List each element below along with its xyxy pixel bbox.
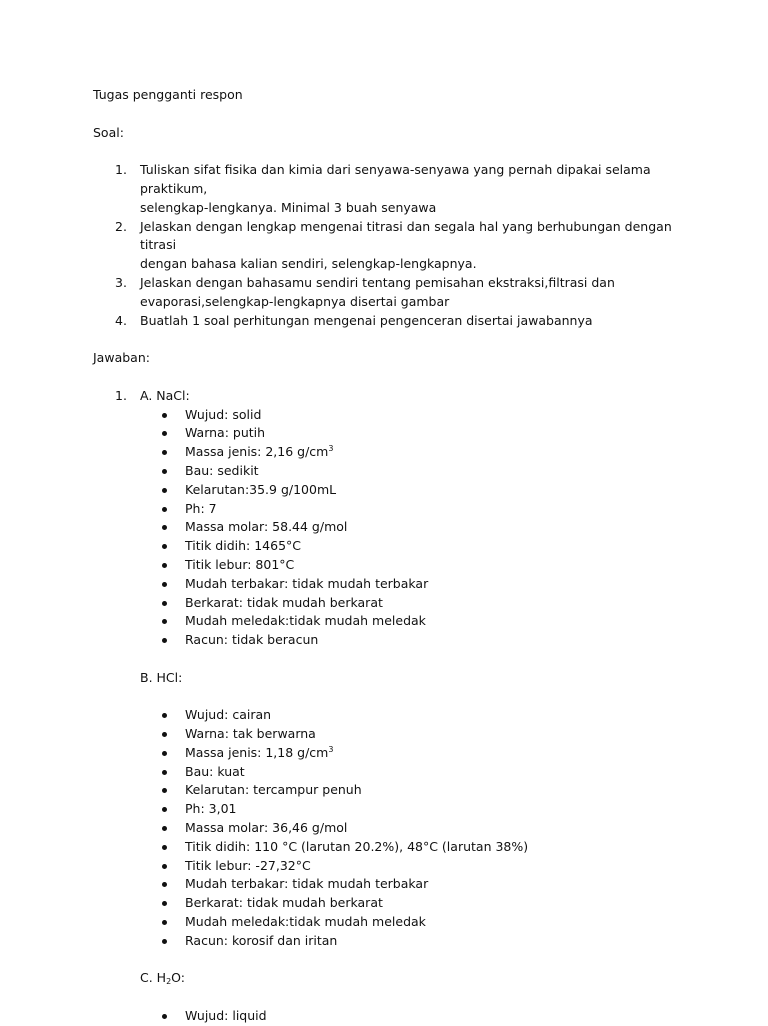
bullet-icon <box>162 507 167 512</box>
list-item: Bau: sedikit <box>93 462 768 481</box>
list-item: Mudah terbakar: tidak mudah terbakar <box>93 575 768 594</box>
bullet-icon <box>162 920 167 925</box>
list-item: Berkarat: tidak mudah berkarat <box>93 894 768 913</box>
answer-heading-nacl: 1. A. NaCl: <box>115 387 190 403</box>
bullet-icon <box>162 826 167 831</box>
bullet-icon <box>162 413 167 418</box>
bullet-icon <box>162 431 167 436</box>
bullet-icon <box>162 488 167 493</box>
bullet-icon <box>162 525 167 530</box>
list-item: Massa molar: 36,46 g/mol <box>93 819 768 838</box>
list-item: Racun: korosif dan iritan <box>93 932 768 951</box>
list-item: Wujud: liquid <box>93 1007 768 1026</box>
list-item: Titik didih: 110 °C (larutan 20.2%), 48°C (larutan 38%) <box>93 838 768 857</box>
list-item: Wujud: solid <box>93 406 768 425</box>
bullet-icon <box>162 901 167 906</box>
bullet-icon <box>162 864 167 869</box>
list-item: Titik lebur: 801°C <box>93 556 768 575</box>
list-item: Warna: tak berwarna <box>93 725 768 744</box>
bullet-icon <box>162 544 167 549</box>
bullet-icon <box>162 807 167 812</box>
bullet-icon <box>162 882 167 887</box>
hcl-properties-list <box>93 706 768 950</box>
list-item: Titik lebur: -27,32°C <box>93 857 768 876</box>
bullet-icon <box>162 713 167 718</box>
list-item: Massa molar: 58.44 g/mol <box>93 518 768 537</box>
list-item: Massa jenis: 1,18 $g/cm^3$ <box>93 744 768 763</box>
question-item: 1. Tuliskan sifat fisika dan kimia dari senyawa-senyawa yang pernah dipakai selama praktikum, selengkap-lengkanya. Minimal 3 buah senyawa <box>115 162 651 215</box>
bullet-icon <box>162 450 167 455</box>
h2o-properties-list <box>93 1007 768 1026</box>
question-item: 3. Jelaskan dengan bahasamu sendiri tentang pemisahan ekstraksi,filtrasi dan evaporasi,selengkap-lengkapnya disertai gambar <box>115 274 615 309</box>
list-item: Titik didih: 1465°C <box>93 537 768 556</box>
bullet-icon <box>162 845 167 850</box>
list-item: Kelarutan:35.9 g/100mL <box>93 481 768 500</box>
list-item: Racun: tidak beracun <box>93 631 768 650</box>
list-item: Kelarutan: tercampur penuh <box>93 781 768 800</box>
list-item: Ph: 3,01 <box>93 800 768 819</box>
list-item: Bau: kuat <box>93 763 768 782</box>
bullet-icon <box>162 1014 167 1019</box>
list-item: Mudah meledak:tidak mudah meledak <box>93 612 768 631</box>
bullet-icon <box>162 788 167 793</box>
list-item: Warna: putih <box>93 424 768 443</box>
document-title: Tugas pengganti respon <box>93 87 243 102</box>
bullet-icon <box>162 619 167 624</box>
list-item: Ph: 7 <box>93 500 768 519</box>
bullet-icon <box>162 751 167 756</box>
list-item: Mudah terbakar: tidak mudah terbakar <box>93 875 768 894</box>
bullet-icon <box>162 469 167 474</box>
bullet-icon <box>162 563 167 568</box>
bullet-icon <box>162 939 167 944</box>
list-item: Mudah meledak:tidak mudah meledak <box>93 913 768 932</box>
list-item: Massa jenis: 2,16 $g/cm^3$ <box>93 443 768 462</box>
bullet-icon <box>162 582 167 587</box>
bullet-icon <box>162 601 167 606</box>
nacl-properties-list <box>93 406 768 650</box>
question-list <box>93 161 768 330</box>
question-item: 4. Buatlah 1 soal perhitungan mengenai pengenceran disertai jawabannya <box>115 312 593 328</box>
answer-heading-h2o: C. $H_2O$: <box>140 970 186 987</box>
question-item: 2. Jelaskan dengan lengkap mengenai titrasi dan segala hal yang berhubungan dengan titrasi dengan bahasa kalian sendiri, selengkap-lengkapnya. <box>115 218 672 272</box>
bullet-icon <box>162 732 167 737</box>
answer-heading-hcl: B. HCl: <box>140 669 183 685</box>
list-item: Berkarat: tidak mudah berkarat <box>93 594 768 613</box>
bullet-icon <box>162 770 167 775</box>
bullet-icon <box>162 638 167 643</box>
jawaban-label: Jawaban: <box>93 350 150 366</box>
soal-label: Soal: <box>93 124 124 140</box>
list-item: Wujud: cairan <box>93 706 768 725</box>
